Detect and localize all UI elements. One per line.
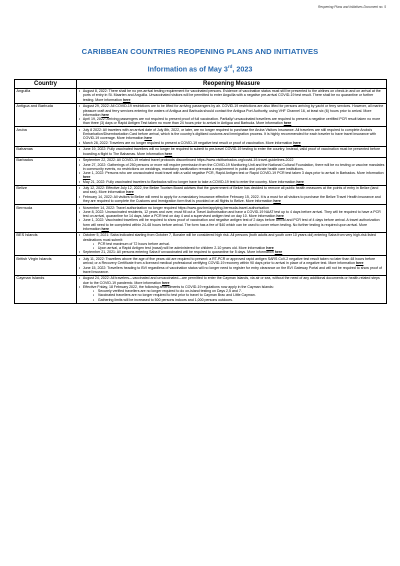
table-header-row [15, 80, 387, 89]
measure-text: PCR test maximum of 72 hours before arrival. [97, 241, 170, 246]
measure-item [78, 147, 384, 156]
measure-text: February 14, 2022: All visitors to Belize will need to apply for a mandatory insurance effective February 15, 2022. It is a must for all visitors to purchase the Belize Travel Health insurance and they are required to complete the Customs and Immigration form that is provided on all flights to Belize. More information [82, 194, 381, 203]
measure-item [78, 218, 384, 231]
table-row [15, 88, 387, 103]
sub-bullet-list [93, 289, 385, 302]
more-info-link[interactable]: here [161, 280, 170, 285]
country-cell: Cayman Islands [15, 275, 77, 303]
measure-item [78, 141, 384, 145]
table-body [15, 88, 387, 303]
more-info-link[interactable]: here [266, 246, 274, 251]
measure-item [78, 285, 384, 302]
measure-text: May 21, 2022: Fully vaccinated travelers to Barbados will no longer have to take a COVID-19 test to enter the country. More information [82, 179, 296, 184]
more-info-link[interactable]: here [126, 190, 134, 195]
measure-text: June 1, 2022: Persons who are unvaccinated must travel with a valid negative PCR, Rapid Antigen test or Rapid COVID-19 PCR test taken 3 days prior to arrival in Barbados. More information [82, 171, 384, 175]
measure-text: March 28, 2022: Travelers are no longer required to present a COVID-19 negative test result or proof of vaccination. More information [82, 140, 293, 145]
more-info-link[interactable]: here [82, 175, 91, 180]
measure-text: Vaccinated travellers are no longer required to test prior to travel to Cayman Brac and Little Cayman. [97, 293, 256, 298]
measure-item [78, 180, 384, 184]
measure-item [78, 128, 384, 141]
country-cell: Anguilla [15, 88, 77, 103]
measure-item [78, 104, 384, 117]
country-cell: BES Islands [15, 232, 77, 256]
measure-text: April 19, 2022: Arriving passengers are not required to present proof of full vaccination. Partially/ unvaccinated travellers are required to present a negative certified PCR result taken no more than three (3) days or Rapid Antigen Test taken no more than 24 hours prior to arrival in Antigua and Barbuda. More information [82, 117, 381, 126]
measure-cell [77, 185, 387, 204]
measure-item [78, 276, 384, 285]
measure-text: June 1, 2022: Vaccinated travellers will be required to show proof of vaccination and negative antigen test of 2 days before arrival and PCR test of 4 days before arrival. A travel authorization form will need to be completed within 24-48 hours before arrival. The form has a fee of $40 which can be used to cover return testing. No further testing is required upon arrival. More information [82, 218, 380, 231]
measure-item [78, 250, 384, 254]
measure-item [78, 257, 384, 266]
measure-item [78, 117, 384, 126]
measure-text: July 11, 2022: Travellers above the age of five years old are required to present: a RT-PCR or approved rapid antigen SARS CoV-2 negative test result taken no later than 48 hours before arrival; or a Recovery Certificate from a licensed medical professional certifying COVID-19 recovery within 90 days prior to arrival in place of a negative test. More information [82, 257, 376, 266]
table-row [15, 185, 387, 204]
measure-list [78, 158, 384, 184]
country-cell: Belize [15, 185, 77, 204]
measure-text: October 5, 2021: Saba indicated starting from October 7, Bonaire will be considered high risk. All persons (both adults and youth over 10 years old) entering Saba from very high-risk listed destinations must submit: [82, 233, 376, 242]
country-cell: Antigua and Barbuda [15, 103, 77, 127]
measure-text: Gathering limits will be increased to 500 persons indoors and 1,000 persons outdoors. [97, 297, 233, 302]
measure-list [78, 257, 384, 274]
sub-bullet-item [93, 298, 385, 302]
measure-cell [77, 103, 387, 127]
more-info-link[interactable]: here [144, 136, 152, 141]
table-row [15, 157, 387, 185]
measure-list [78, 128, 384, 145]
measure-item [78, 266, 384, 275]
table-row [15, 275, 387, 303]
table-row [15, 204, 387, 232]
column-header-country: Country [15, 80, 77, 89]
country-cell: British Virgin Islands [15, 256, 77, 275]
measure-text: July 8 2022: All travelers with an arrival date of July 8th, 2022, or later, are no longer required to purchase the Aruba Visitors Insurance. All travelers are still required to complete Aruba's Embarkation/Disembarkation Card before arrival, which is the country's digitized customs and immigration process. It is highly recommended for each traveler to have travel insurance with COVID-19 coverage. More information [82, 127, 377, 141]
more-info-link[interactable]: here [101, 112, 109, 117]
measure-list [78, 89, 384, 102]
measure-list [78, 104, 384, 125]
country-cell: Bermuda [15, 204, 77, 232]
measure-text: August 29, 2022: All COVID-19 restrictions are to be lifted for arriving passengers by air. COVID-19 restrictions are also lifted for persons arriving by yacht or ferry services. However, all marine pleasure craft and ferry services entering the waters of Antigua and Barbuda should contact the Antigua Port Authority, using VHF Channel 16, at least six (6) hours prior to arrival. More information [82, 104, 384, 117]
table-row [15, 103, 387, 127]
country-cell: Aruba [15, 127, 77, 146]
table-row [15, 127, 387, 146]
measure-cell [77, 146, 387, 157]
table-row [15, 232, 387, 256]
more-info-link[interactable]: here [122, 97, 131, 102]
measure-list [78, 276, 384, 302]
more-info-link[interactable]: here [276, 214, 284, 219]
measure-text: September 22, 2022: All COVID-19 related travel protocols discontinued https://www.visitbarbados.org/covid-19-travel-guidelines-2022 [82, 158, 294, 163]
measure-list [78, 233, 384, 254]
page-header-label: Reopening Plans and Initiatives Document no. 5 [317, 5, 386, 9]
measure-cell [77, 275, 387, 303]
column-header-measure: Reopening Measure [77, 80, 387, 89]
measure-text: June 19, 2022: Fully vaccinated travellers will no longer be required to submit to pre-travel COVID-19 testing to enter the country. Instead, valid proof of vaccination must be presented before boarding a flight to The Bahamas. More information [82, 147, 381, 156]
sub-bullet-list [93, 242, 385, 251]
measure-item [78, 195, 384, 204]
measure-item [78, 163, 384, 172]
measure-text: September 21, 2021: All persons entering Saba if unvaccinated will be required to quarantine for 5 days. More information [82, 250, 274, 255]
table-row [15, 146, 387, 157]
more-info-link[interactable]: here [274, 250, 283, 255]
document-title: CARIBBEAN COUNTRIES REOPENING PLANS AND INITIATIVES [81, 47, 319, 56]
measure-list [78, 186, 384, 203]
measure-item [78, 171, 384, 180]
measure-item [78, 233, 384, 250]
reopening-table [14, 79, 387, 304]
measure-text: November 14, 2022: Travel authorization no longer required https://www.gov.bm/applying-bermuda-travel-authorisation [82, 205, 269, 210]
measure-item [78, 186, 384, 195]
country-cell: Bahamas [15, 146, 77, 157]
measure-text: Securely verified travellers are no longer required to do on-island testing on Days 2,5 and 7. [97, 289, 242, 294]
measure-text: June 15, 2022: Travellers heading to BVI regardless of vaccination status will no longer need to register for entry clearance on the BVI Gateway Portal and will not be required to show proof of travel insurance. [82, 265, 382, 274]
measure-text: August 8, 2022: There shall be no pre-arrival testing requirement for vaccinated persons. Evidence of vaccination status must still be presented to the airlines on check-in and on arrival at the ports of entry in St. Maarten and Anguilla. Unvaccinated visitors will be permitted to enter Anguilla with a negative pre-arrival COVID-19 test result. There shall be no quarantine or further testing. More information [82, 89, 381, 102]
measure-item [78, 210, 384, 219]
measure-list [78, 206, 384, 232]
more-info-link[interactable]: here [293, 140, 301, 145]
measure-cell [77, 88, 387, 103]
more-info-link[interactable]: here [355, 261, 364, 266]
measure-text: June 8, 2022: Unvaccinated residents, 12 years and over, must fill out a Travel Authorisation and have a COVID-19 NAAT test up to 4 days before arrival. They will be required to have a PCR test on arrival, quarantine for 14 days, take a PCR test on day 4 and a supervised antigen test on day 10. More information [82, 209, 381, 219]
document-subtitle: Information as of May 3rd, 2023 [147, 64, 253, 74]
measure-cell [77, 157, 387, 185]
measure-cell [77, 256, 387, 275]
table-row [15, 256, 387, 275]
measure-text: Effective Friday, 18 February 2022, the following amendments to COVID-19 regulations now apply in the Cayman Islands: [82, 284, 274, 289]
measure-cell [77, 127, 387, 146]
measure-text: August 24, 2022: All travelers—vaccinated and unvaccinated—are permitted to enter the Cayman Islands, via air or sea, without the need of any additional documents or health-related steps due to the COVID-19 pandemic. More information [82, 276, 380, 285]
measure-text: June 27, 2022: Gatherings of 250 persons or more will require permission from the COVID-19 Monitoring Unit and the National Cultural Foundation, there will be no testing or vaccine mandates in community events, no restrictions on weddings, mandatory sanitization remains a requirement in public and private health care institutions. [82, 162, 385, 171]
more-info-link[interactable]: here [164, 151, 173, 156]
more-info-link[interactable]: here [296, 179, 304, 184]
measure-cell [77, 204, 387, 232]
more-info-link[interactable]: here [283, 121, 292, 126]
measure-text: Upon arrival, a Rapid Antigen test (nasal) will be administered for children 2-10 years old. More information [97, 246, 266, 251]
measure-list [78, 147, 384, 156]
more-info-link[interactable]: here [273, 198, 281, 203]
measure-item [78, 89, 384, 102]
more-info-link[interactable]: here [101, 226, 109, 231]
country-cell: Barbados [15, 157, 77, 185]
measure-text: July 12, 2022: Effective July 12, 2022, the Belize Tourism Board advises that the government of Belize has decided to remove all public health measures at the points of entry in Belize (land and sea). More information [82, 186, 379, 195]
measure-cell [77, 232, 387, 256]
